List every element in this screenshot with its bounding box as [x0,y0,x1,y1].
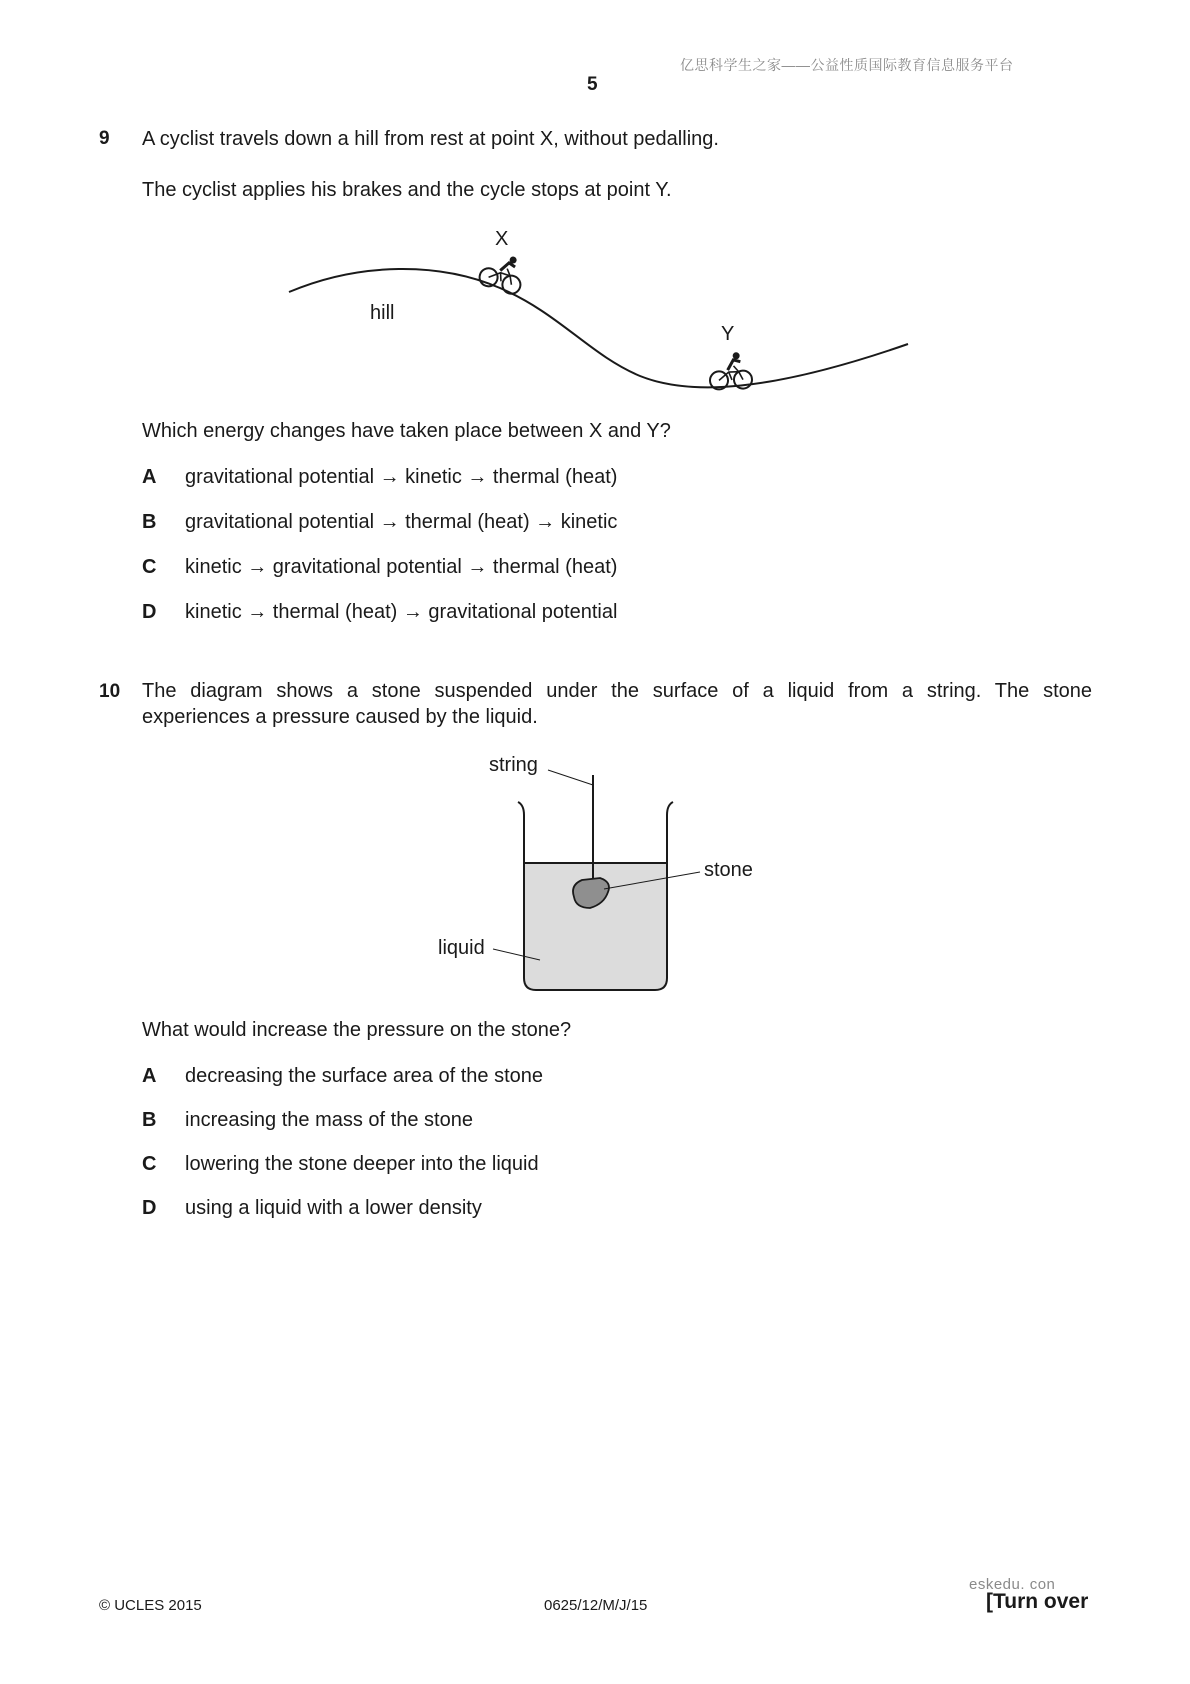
question-9-number: 9 [99,128,110,149]
option-text: decreasing the surface area of the stone [185,1065,544,1087]
option-text: lowering the stone deeper into the liquid [185,1153,539,1175]
liquid-label: liquid [438,937,485,959]
q10-option-a [142,1065,544,1088]
option-letter: C [142,556,157,578]
footer-watermark: eskedu. con [969,1576,1056,1593]
hill-label: hill [370,302,395,324]
header-site-name: 亿思科学生之家——公益性质国际教育信息服务平台 [680,57,1014,73]
page-number: 5 [587,74,598,95]
option-letter: C [142,1153,157,1175]
option-text: kinetic → gravitational potential → thermal (heat) [185,556,618,578]
question-10-text-1: The diagram shows a stone suspended under the surface of a liquid from a string. The stone [142,680,1092,702]
option-text: gravitational potential → kinetic → thermal (heat) [185,466,618,488]
option-text: increasing the mass of the stone [185,1109,473,1131]
question-9-text-1: A cyclist travels down a hill from rest at point X, without pedalling. [142,128,719,150]
question-9-text-2: The cyclist applies his brakes and the cycle stops at point Y. [142,179,672,201]
option-letter: A [142,1065,157,1087]
option-letter: B [142,511,157,533]
point-y-label: Y [721,323,735,345]
footer-paper-code: 0625/12/M/J/15 [544,1597,648,1614]
option-letter: A [142,466,157,488]
q10-option-c [142,1153,539,1176]
question-10-prompt: What would increase the pressure on the stone? [142,1019,572,1041]
option-text: using a liquid with a lower density [185,1197,482,1219]
option-letter: D [142,1197,157,1219]
option-text: kinetic → thermal (heat) → gravitational potential [185,601,618,623]
stone-label: stone [704,859,753,881]
question-10-number: 10 [99,681,121,702]
option-text: gravitational potential → thermal (heat) → kinetic [185,511,618,533]
footer-copyright: © UCLES 2015 [99,1597,202,1614]
q10-option-d [142,1197,482,1220]
q10-option-b [142,1109,473,1132]
string-label: string [489,754,538,776]
turn-over-label: [Turn over [986,1590,1089,1613]
string-leader [548,770,593,785]
option-letter: B [142,1109,157,1131]
option-letter: D [142,601,157,623]
question-9-prompt: Which energy changes have taken place between X and Y? [142,420,671,442]
point-x-label: X [495,228,509,250]
question-10-text-2: experiences a pressure caused by the liquid. [142,706,538,728]
